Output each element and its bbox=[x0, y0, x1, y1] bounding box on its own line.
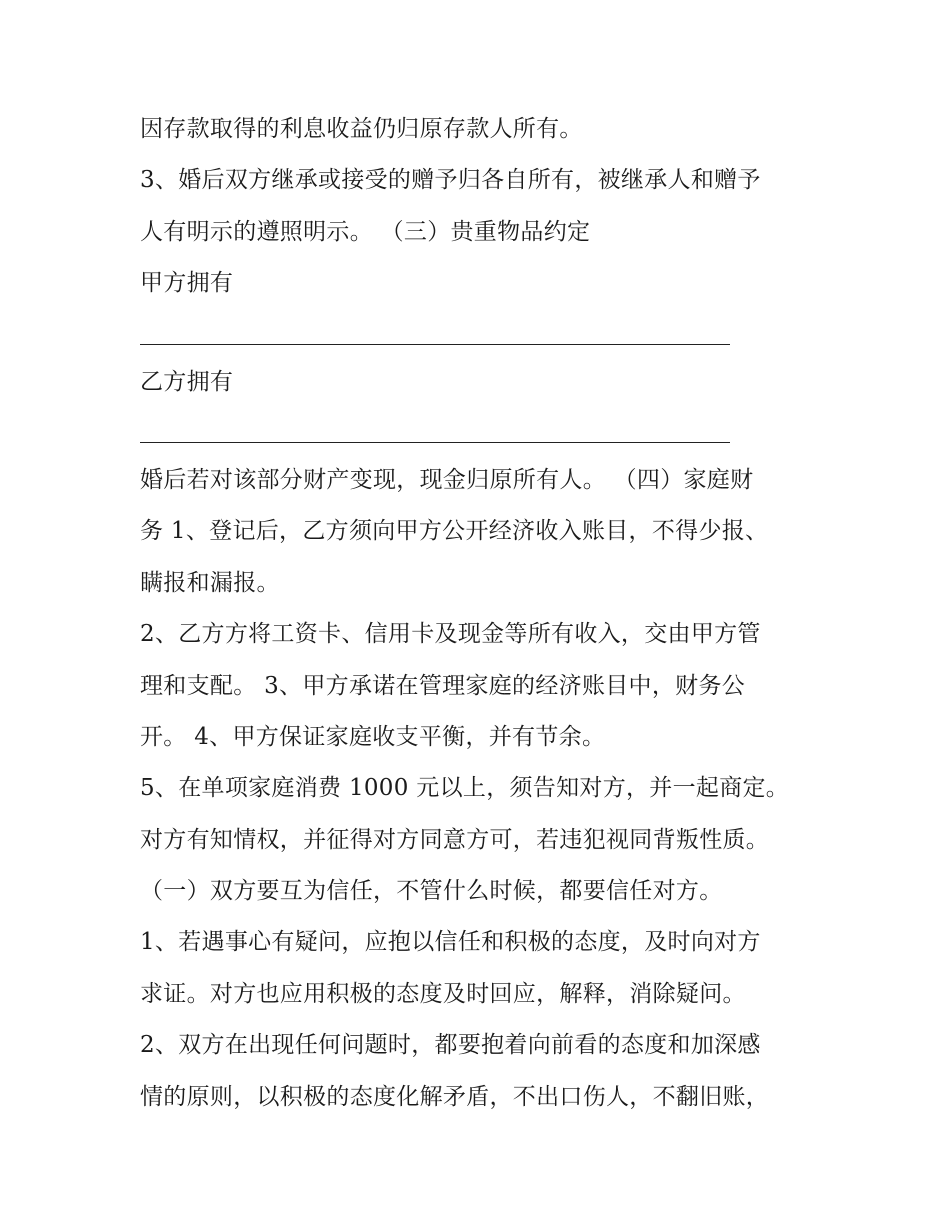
party-b-blank-line bbox=[140, 408, 820, 455]
text-line: 务 1、登记后，乙方须向甲方公开经济收入账目，不得少报、 bbox=[140, 518, 769, 545]
text-line: 开。 4、甲方保证家庭收支平衡，并有节余。 bbox=[140, 723, 606, 750]
underline-rule bbox=[140, 344, 730, 345]
text-line: 2、乙方方将工资卡、信用卡及现金等所有收入，交由甲方管 bbox=[140, 621, 761, 648]
text-line: 婚后若对该部分财产变现，现金归原所有人。 （四）家庭财 bbox=[140, 466, 754, 493]
text-line: （一）双方要互为信任，不管什么时候，都要信任对方。 bbox=[140, 878, 723, 905]
party-a-label: 甲方拥有 bbox=[140, 270, 234, 297]
text-line: 对方有知情权，并征得对方同意方可，若违犯视同背叛性质。 bbox=[140, 826, 770, 853]
text-line: 5、在单项家庭消费 1000 元以上，须告知对方，并一起商定。 bbox=[140, 775, 790, 802]
text-line: 情的原则，以积极的态度化解矛盾，不出口伤人，不翻旧账， bbox=[140, 1083, 770, 1110]
text-line: 求证。对方也应用积极的态度及时回应，解释，消除疑问。 bbox=[140, 980, 746, 1007]
party-b-label: 乙方拥有 bbox=[140, 368, 234, 395]
underline-rule bbox=[140, 442, 730, 443]
text-line: 瞒报和漏报。 bbox=[140, 569, 280, 596]
text-line: 理和支配。 3、甲方承诺在管理家庭的经济账目中，财务公 bbox=[140, 672, 746, 699]
party-a-blank-line bbox=[140, 310, 820, 357]
text-line: 人有明示的遵照明示。 （三）贵重物品约定 bbox=[140, 218, 591, 245]
text-line: 1、若遇事心有疑问，应抱以信任和积极的态度，及时向对方 bbox=[140, 929, 761, 956]
text-line: 3、婚后双方继承或接受的赠予归各自所有，被继承人和赠予 bbox=[140, 167, 761, 194]
text-line: 因存款取得的利息收益仍归原存款人所有。 bbox=[140, 116, 583, 142]
text-line: 2、双方在出现任何问题时，都要抱着向前看的态度和加深感 bbox=[140, 1032, 761, 1059]
document-body bbox=[140, 104, 820, 1123]
